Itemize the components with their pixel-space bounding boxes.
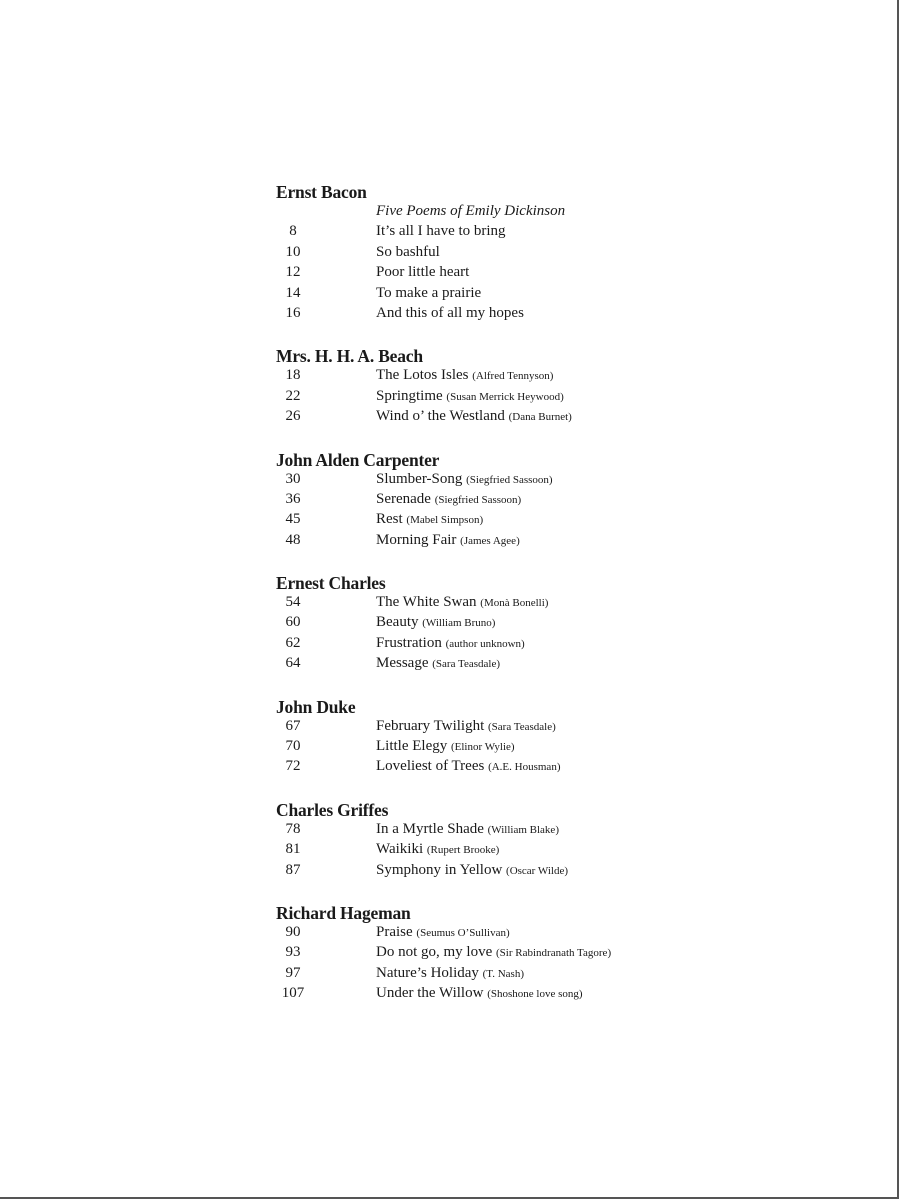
poet-name: (Elinor Wylie) — [450, 741, 515, 754]
song-title: Frustration — [376, 634, 442, 651]
poet-name: (Dana Burnet) — [508, 411, 572, 424]
page-number: 78 — [285, 820, 301, 837]
song-title: And this of all my hopes — [376, 304, 524, 321]
song-title: Beauty — [376, 614, 419, 631]
song-row — [276, 491, 736, 511]
song-row — [276, 944, 736, 964]
song-title: Wind o’ the Westland — [376, 408, 505, 425]
page-number: 18 — [285, 367, 301, 384]
poet-name: (Seumus O’Sullivan) — [416, 926, 510, 939]
poet-name: (Sir Rabindranath Tagore) — [496, 947, 612, 960]
composer-section-beach — [276, 345, 736, 428]
composer-name: John Duke — [276, 696, 356, 717]
song-title: Do not go, my love — [376, 944, 493, 961]
page-number: 14 — [285, 284, 301, 301]
song-row — [276, 511, 736, 531]
table-of-contents — [276, 181, 736, 1026]
composer-name: John Alden Carpenter — [276, 449, 440, 470]
song-title: Praise — [376, 923, 413, 940]
song-row — [276, 614, 736, 634]
page-number: 67 — [285, 717, 301, 734]
page-number: 62 — [285, 634, 301, 651]
page-number: 64 — [285, 655, 301, 672]
poet-name: (Shoshone love song) — [487, 988, 583, 1001]
song-row — [276, 821, 736, 841]
song-row — [276, 532, 736, 552]
composer-name: Richard Hageman — [276, 902, 411, 923]
poet-name: (Alfred Tennyson) — [472, 370, 554, 383]
poet-name: (Siegfried Sassoon) — [466, 473, 553, 486]
page-number: 8 — [289, 223, 297, 240]
song-row — [276, 841, 736, 861]
song-title: To make a prairie — [376, 284, 482, 301]
song-row — [276, 471, 736, 491]
song-title: In a Myrtle Shade — [376, 820, 484, 837]
poet-name: (Siegfried Sassoon) — [434, 493, 522, 506]
poet-name: (Oscar Wilde) — [506, 864, 568, 877]
song-title: Morning Fair — [376, 531, 457, 548]
poet-name: (A.E. Housman) — [488, 761, 561, 774]
song-title: Little Elegy — [376, 738, 448, 755]
song-row — [276, 758, 736, 778]
song-row — [276, 594, 736, 614]
poet-name: (T. Nash) — [482, 967, 524, 980]
page-number: 10 — [285, 243, 301, 260]
poet-name: (William Bruno) — [422, 617, 496, 630]
page-number: 107 — [281, 985, 305, 1002]
composer-section-hageman — [276, 902, 736, 1006]
song-title: Slumber-Song — [376, 470, 463, 487]
page-number: 54 — [285, 594, 301, 611]
poet-name: (Susan Merrick Heywood) — [446, 390, 564, 403]
song-title: It’s all I have to bring — [376, 223, 506, 240]
poet-name: (Rupert Brooke) — [426, 844, 500, 857]
song-title: Springtime — [376, 387, 443, 404]
composer-section-duke — [276, 696, 736, 779]
page-number: 36 — [285, 490, 301, 507]
page-number: 87 — [285, 861, 301, 878]
subtitle-row — [276, 203, 736, 223]
cycle-subtitle: Five Poems of Emily Dickinson — [376, 203, 566, 219]
song-title: Waikiki — [376, 841, 424, 858]
page-number: 26 — [285, 408, 301, 425]
composer-name: Mrs. H. H. A. Beach — [276, 346, 423, 367]
song-title: Poor little heart — [376, 264, 470, 281]
song-title: The White Swan — [376, 594, 477, 611]
page-number: 72 — [285, 758, 301, 775]
song-title: Message — [376, 655, 429, 672]
poet-name: (James Agee) — [460, 534, 520, 547]
page-number: 12 — [285, 264, 301, 281]
page-number: 45 — [285, 511, 301, 528]
page-number: 97 — [285, 964, 301, 981]
page-number: 81 — [285, 841, 301, 858]
song-row — [276, 388, 736, 408]
page-number: 93 — [285, 944, 301, 961]
page-number: 16 — [285, 304, 301, 321]
song-row — [276, 635, 736, 655]
song-row — [276, 408, 736, 428]
song-title: Nature’s Holiday — [376, 964, 479, 981]
song-title: Rest — [376, 511, 403, 528]
song-row — [276, 264, 736, 284]
song-row — [276, 305, 736, 325]
song-row — [276, 985, 736, 1005]
composer-section-carpenter — [276, 449, 736, 553]
song-row — [276, 244, 736, 264]
song-row — [276, 285, 736, 305]
song-row — [276, 862, 736, 882]
song-title: Symphony in Yellow — [376, 861, 503, 878]
song-title: February Twilight — [376, 717, 485, 734]
composer-section-charles — [276, 572, 736, 676]
song-title: Serenade — [376, 490, 431, 507]
song-row — [276, 367, 736, 387]
poet-name: (Mabel Simpson) — [406, 514, 484, 527]
song-title: Under the Willow — [376, 985, 484, 1002]
page-number: 48 — [285, 531, 301, 548]
composer-section-bacon — [276, 181, 736, 325]
song-row — [276, 924, 736, 944]
song-row — [276, 738, 736, 758]
song-title: Loveliest of Trees — [376, 758, 485, 775]
poet-name: (Monà Bonelli) — [480, 597, 549, 610]
page-number: 22 — [285, 387, 301, 404]
poet-name: (author unknown) — [445, 637, 525, 650]
song-row — [276, 718, 736, 738]
poet-name: (William Blake) — [487, 823, 559, 836]
song-row — [276, 223, 736, 243]
song-row — [276, 655, 736, 675]
song-title: The Lotos Isles — [376, 367, 469, 384]
composer-section-griffes — [276, 799, 736, 882]
song-title: So bashful — [376, 243, 440, 260]
page-number: 70 — [285, 738, 301, 755]
composer-name: Ernest Charles — [276, 573, 386, 594]
poet-name: (Sara Teasdale) — [432, 658, 500, 671]
composer-name: Ernst Bacon — [276, 182, 367, 202]
page-number: 30 — [285, 470, 301, 487]
page-number: 90 — [285, 923, 301, 940]
page-number: 60 — [285, 614, 301, 631]
song-row — [276, 965, 736, 985]
composer-name: Charles Griffes — [276, 799, 389, 820]
poet-name: (Sara Teasdale) — [488, 720, 556, 733]
